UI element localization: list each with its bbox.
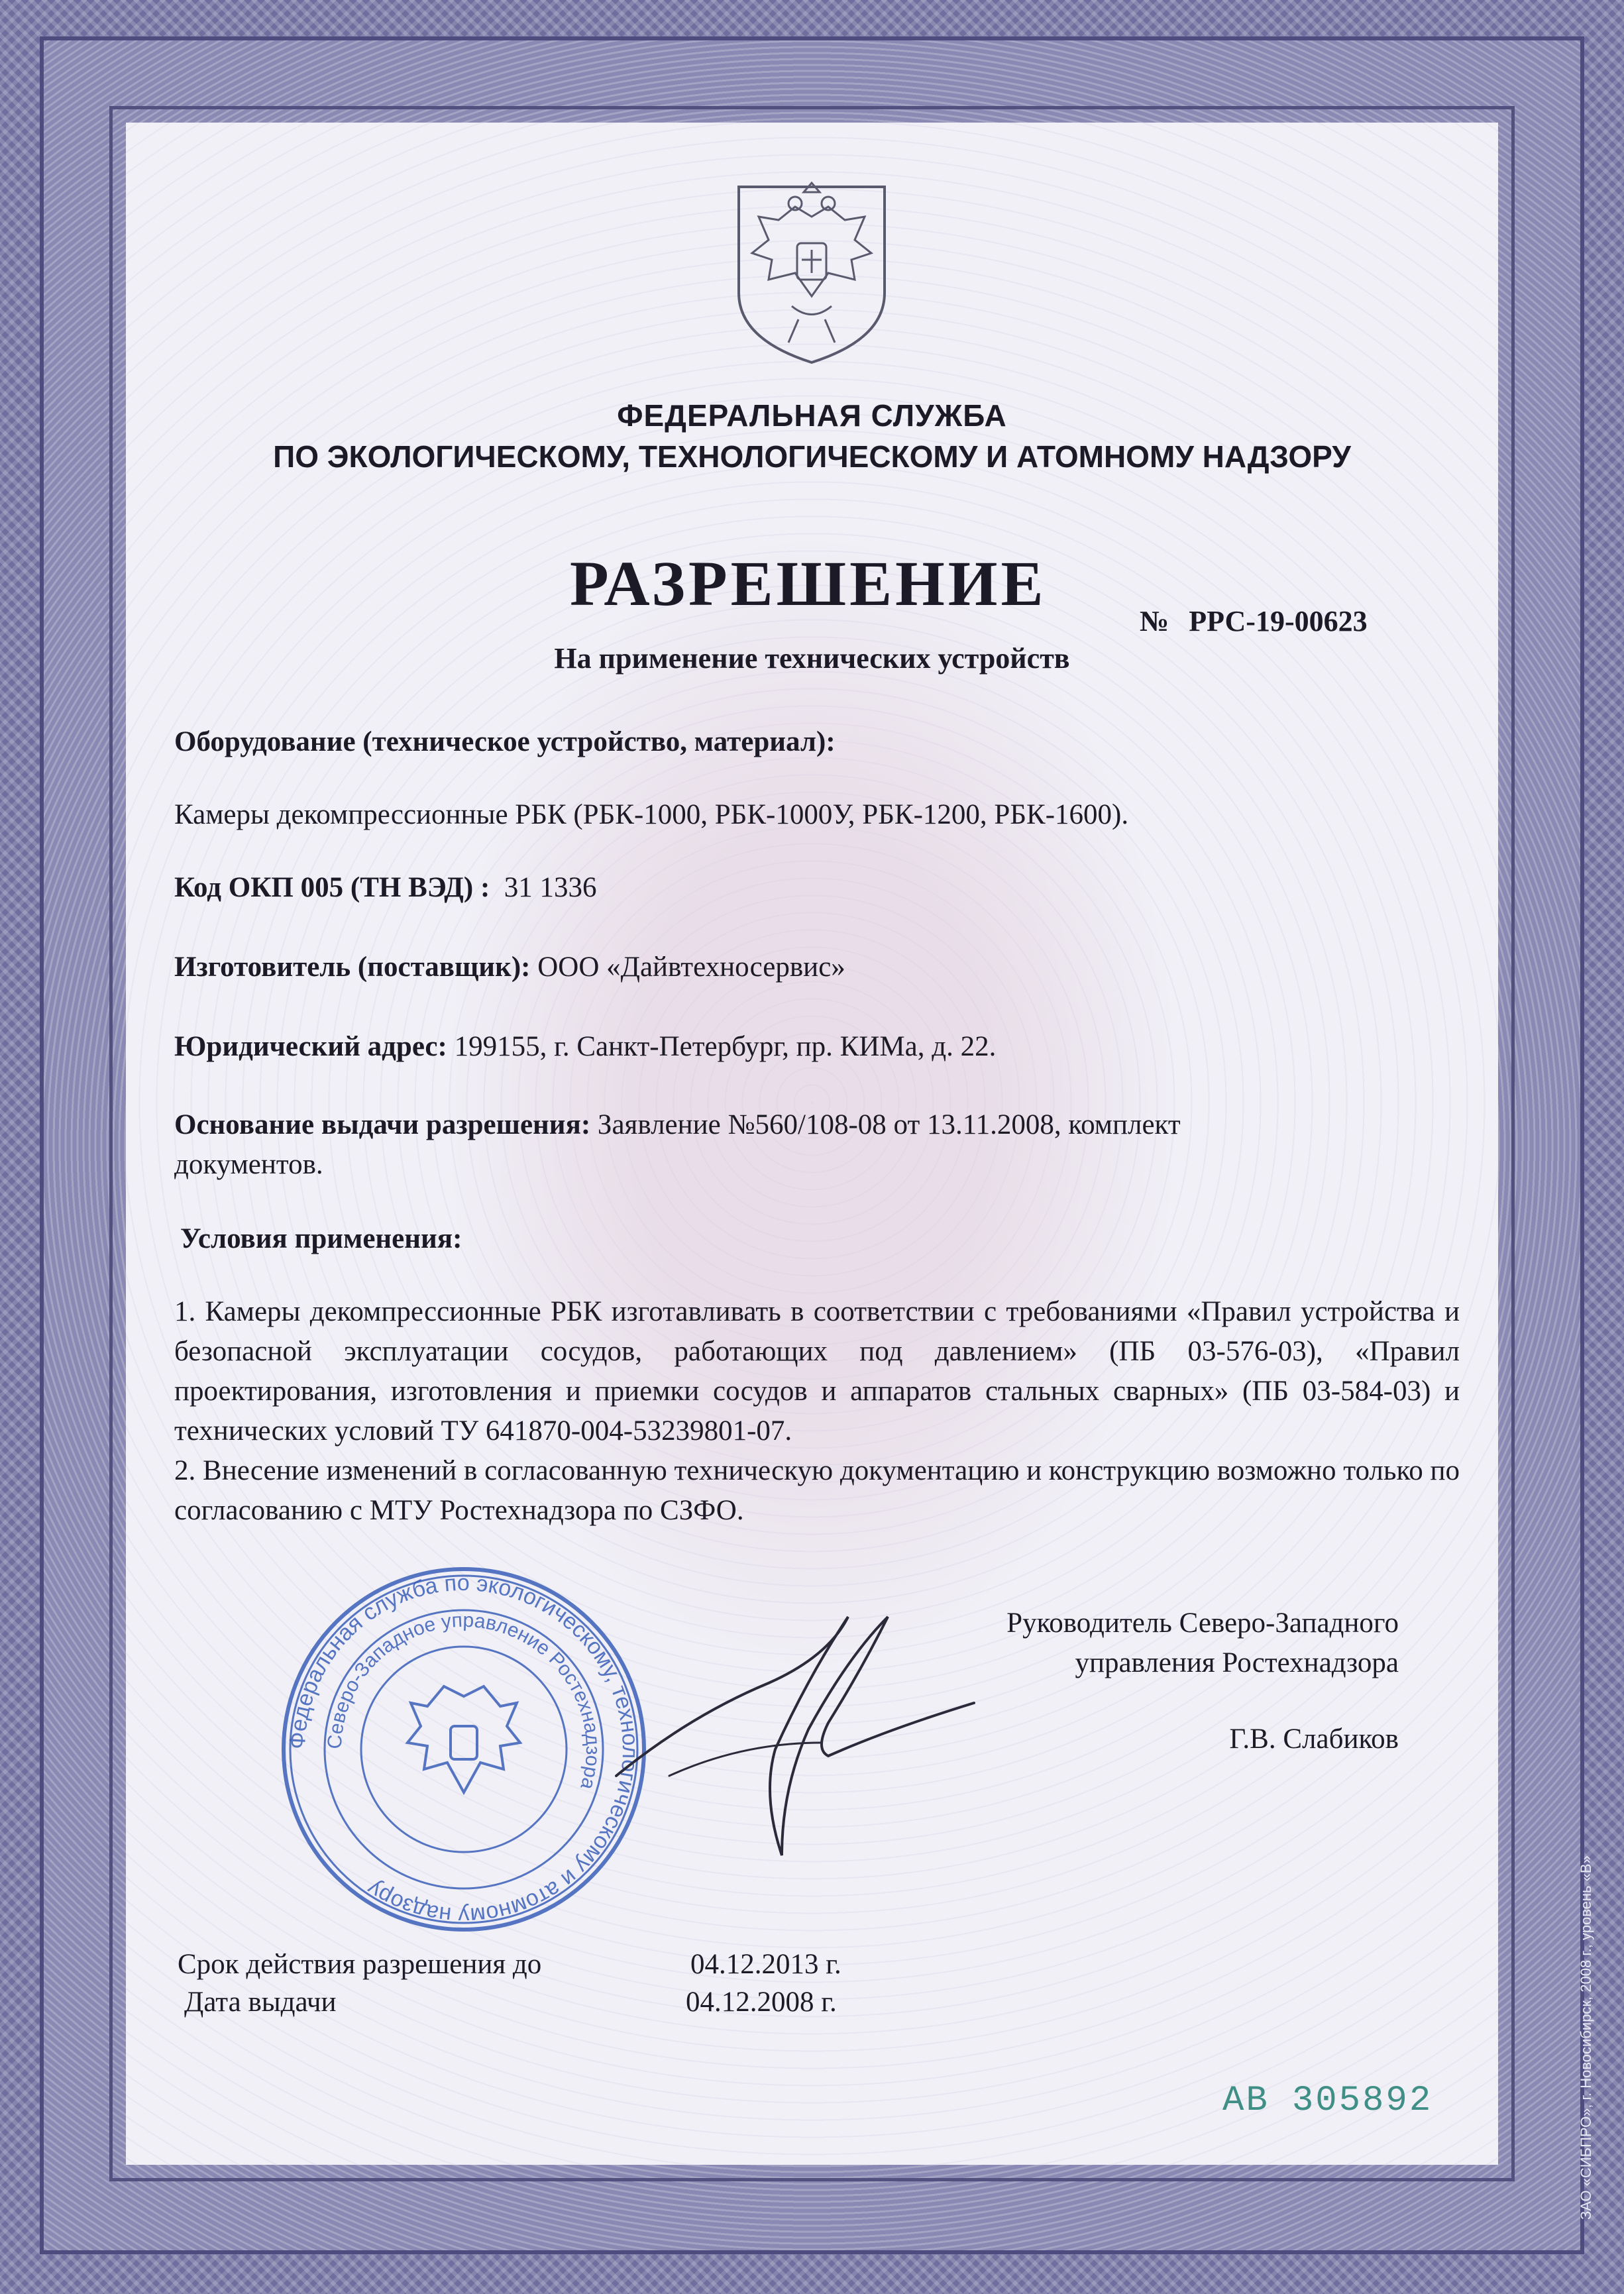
document-title: РАЗРЕШЕНИЕ — [570, 548, 1047, 619]
code-row — [174, 868, 1460, 908]
agency-name-line1: ФЕДЕРАЛЬНАЯ СЛУЖБА — [617, 398, 1007, 433]
form-number: 305892 — [1291, 2081, 1433, 2121]
document-subtitle: На применение технических устройств — [554, 642, 1070, 675]
equipment-value: Камеры декомпрессионные РБК (РБК-1000, РБК-1000У, РБК-1200, РБК-1600). — [174, 799, 1129, 830]
condition-item-2: 2. Внесение изменений в согласованную техническую документацию и конструкцию возможно только по согласованию с МТУ Ростехнадзора по СЗФО. — [174, 1455, 1460, 1526]
code-value: 31 1336 — [504, 872, 597, 903]
official-stamp — [278, 1564, 649, 1935]
condition-item-1: 1. Камеры декомпрессионные РБК изготавливать в соответствии с требованиями «Правил устройства и безопасной эксплуатации сосудов, работающих под давлением» (ПБ 03-576-03), «Правил проектирования, изготовления и приемки сосудов и аппаратов стальных сварных» (ПБ 03-584-03) и технических условий ТУ 641870-004-53239801-07. — [174, 1296, 1460, 1447]
signatory-position-line1: Руководитель Северо-Западного — [1006, 1608, 1399, 1639]
address-label: Юридический адрес: — [174, 1031, 447, 1062]
stamp-outer-text: Федеральная служба по экологическому, технологическому и атомному надзору — [284, 1570, 643, 1929]
equipment-label: Оборудование (техническое устройство, материал): — [174, 726, 836, 757]
coat-of-arms-icon — [732, 180, 891, 366]
valid-until-date: 04.12.2013 г. — [690, 1949, 841, 1980]
document-number — [1140, 604, 1368, 638]
address-row — [174, 1027, 1460, 1067]
printer-note: ЗАО «СИБПРО», г. Новосибирск, 2008 г., уровень «В» — [1578, 1855, 1594, 2220]
form-series: АВ — [1222, 2081, 1270, 2121]
agency-name-line2: ПО ЭКОЛОГИЧЕСКОМУ, ТЕХНОЛОГИЧЕСКОМУ И АТОМНОМУ НАДЗОРУ — [273, 439, 1351, 474]
valid-until-label: Срок действия разрешения до — [178, 1949, 542, 1980]
address-value: 199155, г. Санкт-Петербург, пр. КИМа, д. 22. — [454, 1031, 997, 1062]
basis-label: Основание выдачи разрешения: — [174, 1109, 591, 1140]
manufacturer-value: ООО «Дайвтехносервис» — [537, 952, 845, 983]
number-sign: № — [1140, 605, 1169, 637]
basis-value-line2: документов. — [174, 1149, 323, 1180]
stamp-inner-text: Северо-Западное управление Ростехнадзора — [323, 1609, 604, 1792]
basis-row — [174, 1105, 1460, 1185]
form-serial-number — [1222, 2081, 1433, 2121]
issue-date-label: Дата выдачи — [184, 1987, 337, 2018]
signatory-position-line2: управления Ростехнадзора — [1075, 1647, 1399, 1678]
equipment-label-row — [174, 722, 1460, 762]
code-label: Код ОКП 005 (ТН ВЭД) : — [174, 872, 490, 903]
conditions-label-row — [180, 1219, 1466, 1259]
manufacturer-label: Изготовитель (поставщик): — [174, 952, 531, 983]
basis-value-line1: Заявление №560/108-08 от 13.11.2008, комплект — [597, 1109, 1181, 1140]
manufacturer-row — [174, 948, 1460, 987]
number-value: РРС-19-00623 — [1189, 605, 1368, 637]
stamp-eagle-icon — [407, 1686, 520, 1792]
conditions-label: Условия применения: — [180, 1223, 462, 1254]
issue-date: 04.12.2008 г. — [686, 1987, 837, 2018]
signatory-name: Г.В. Слабиков — [1229, 1723, 1399, 1755]
svg-text:Северо-Западное управление Рос — [324, 1610, 604, 1792]
